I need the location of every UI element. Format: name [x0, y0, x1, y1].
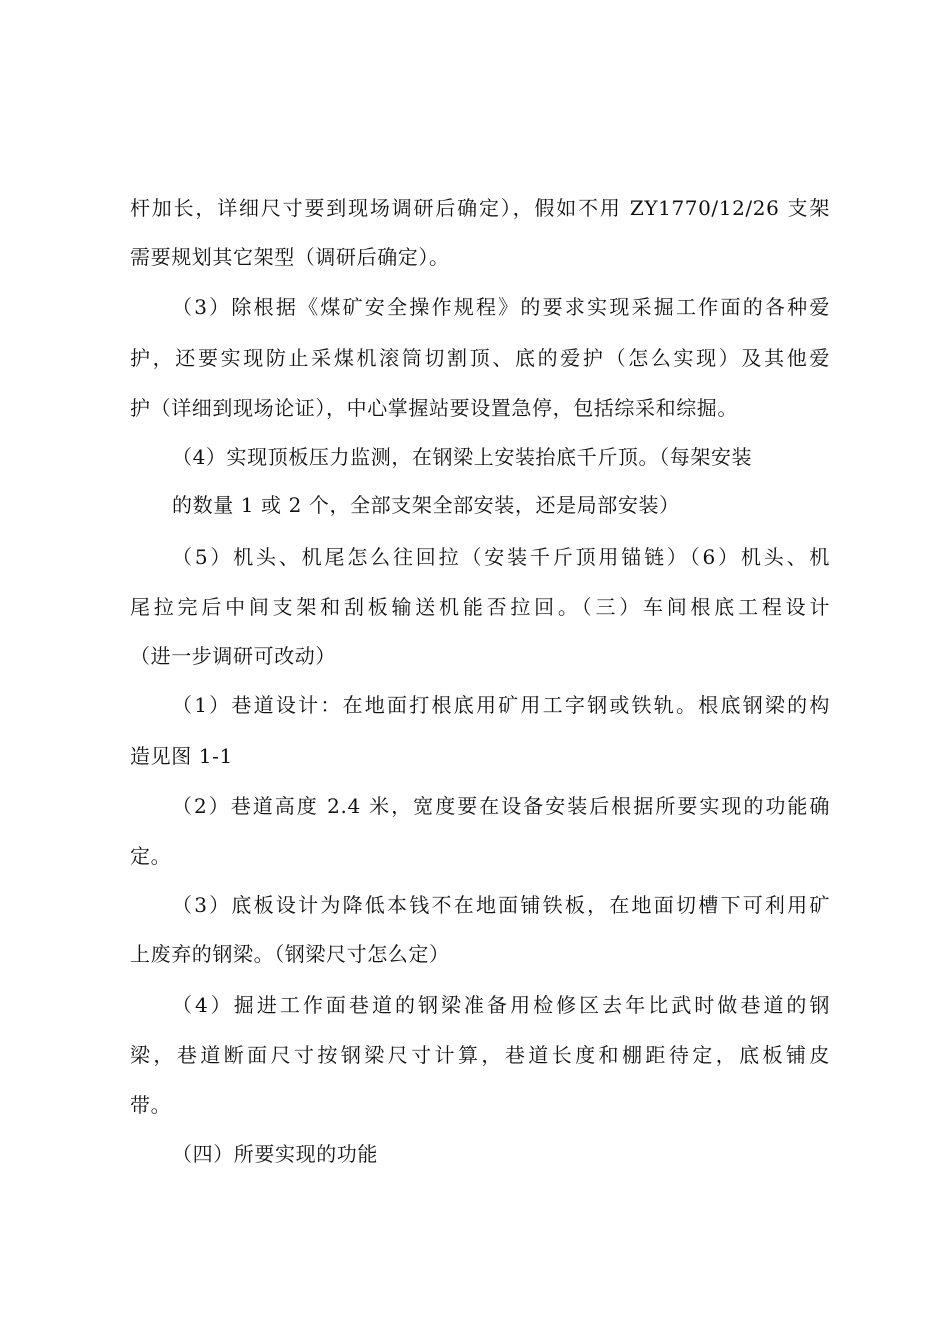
text-line: 需要规划其它架型（调研后确定）。: [130, 245, 450, 269]
section-heading: （四）所要实现的功能: [172, 1142, 378, 1166]
text-line: 护（详细到现场论证），中心掌握站要设置急停，包括综采和综掘。: [130, 396, 738, 420]
text-line: 杆加长，详细尺寸要到现场调研后确定），假如不用 ZY1770/12/26 支架: [130, 196, 830, 220]
text-line: （2）巷道高度 2.4 米，宽度要在设备安装后根据所要实现的功能确: [172, 794, 830, 818]
text-line: 上废弃的钢梁。（钢梁尺寸怎么定）: [130, 942, 450, 966]
text-line: 护，还要实现防止采煤机滚筒切割顶、底的爱护（怎么实现）及其他爱: [130, 346, 830, 370]
text-line: 尾拉完后中间支架和刮板输送机能否拉回。（三）车间根底工程设计: [130, 595, 830, 619]
text-line: 梁，巷道断面尺寸按钢梁尺寸计算，巷道长度和棚距待定，底板铺皮: [130, 1043, 830, 1067]
text-line: （4）掘进工作面巷道的钢梁准备用检修区去年比武时做巷道的钢: [172, 993, 830, 1017]
text-line: （1）巷道设计：在地面打根底用矿用工字钢或铁轨。根底钢梁的构: [172, 693, 830, 717]
text-line: （3）底板设计为降低本钱不在地面铺铁板，在地面切槽下可利用矿: [172, 893, 830, 917]
text-line: （5）机头、机尾怎么往回拉（安装千斤顶用锚链）（6）机头、机: [172, 545, 830, 569]
text-line: （进一步调研可改动）: [130, 644, 336, 668]
text-line: （4）实现顶板压力监测，在钢梁上安装抬底千斤顶。（每架安装: [172, 445, 753, 469]
text-line: 带。: [130, 1093, 172, 1117]
text-line: 定。: [130, 844, 172, 868]
text-line: 造见图 1-1: [130, 744, 233, 768]
text-line: （3）除根据《煤矿安全操作规程》的要求实现采掘工作面的各种爱: [172, 295, 830, 319]
text-line: 的数量 1 或 2 个，全部支架全部安装，还是局部安装）: [172, 493, 680, 517]
